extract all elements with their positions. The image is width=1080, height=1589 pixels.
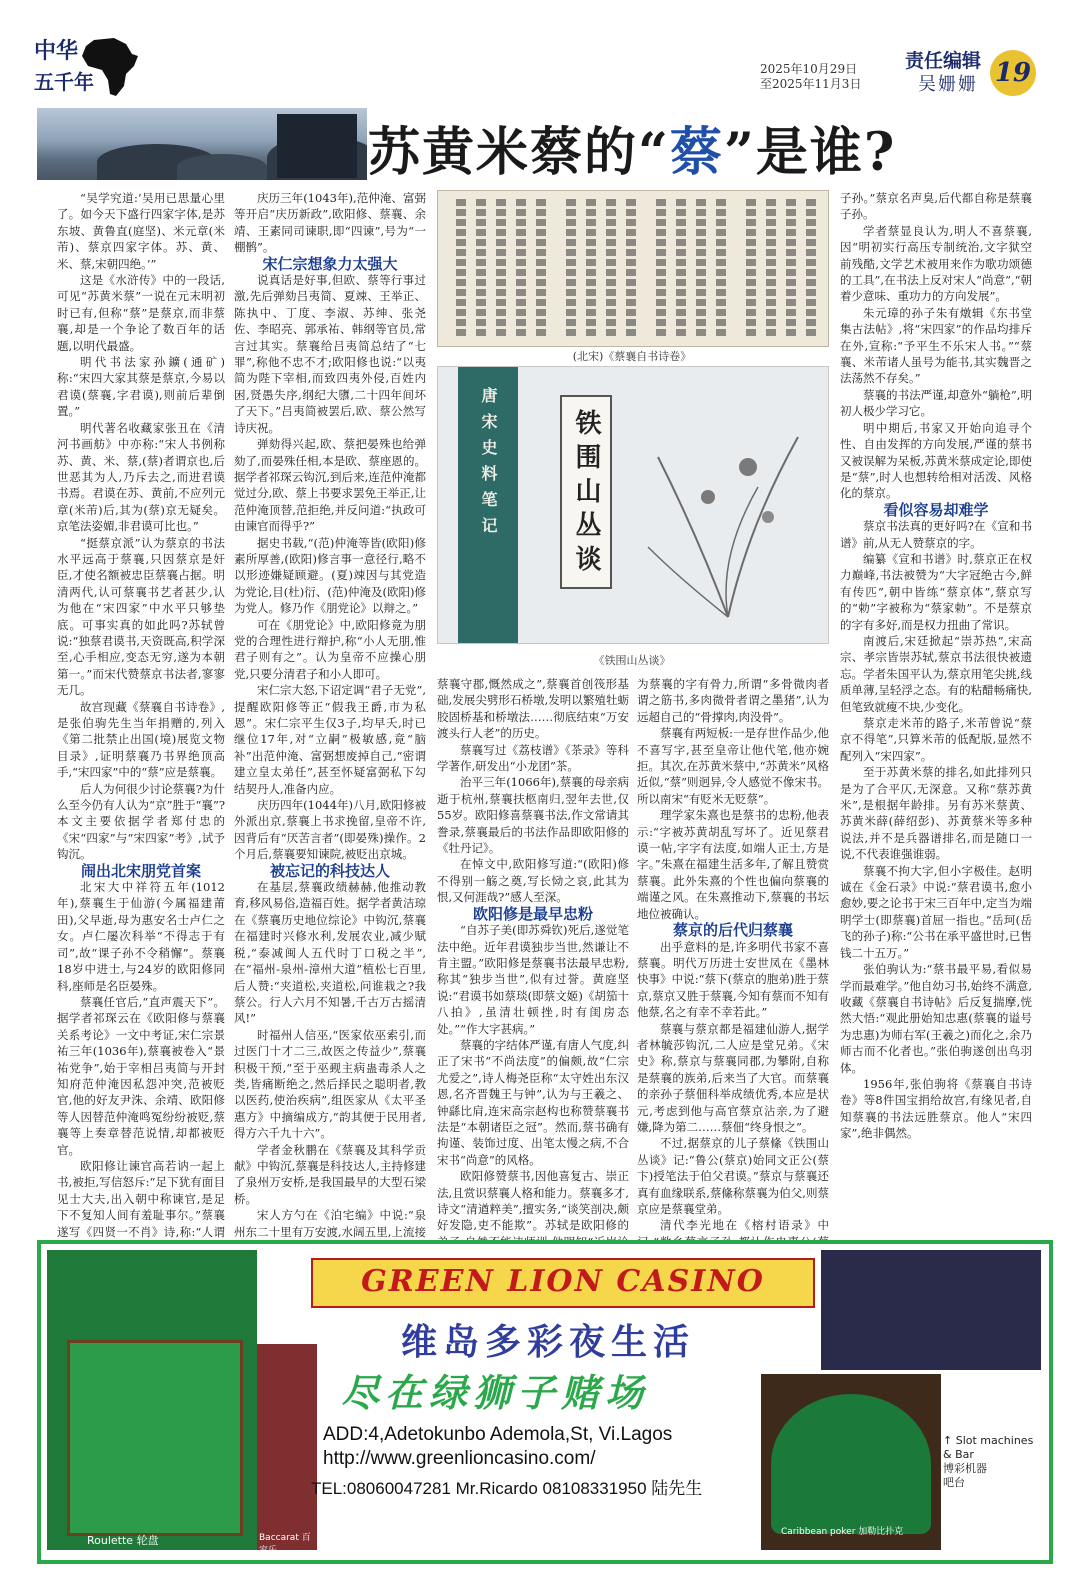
paragraph: 蔡京书法真的更好吗?在《宣和书谱》前,从无人赞蔡京的字。 [840,519,1032,550]
calligraphy-column [476,199,486,337]
paragraph: 在基层,蔡襄政绩赫赫,他推动教育,移风易俗,造福百姓。据学者黄洁琼在《蔡襄历史地位综论》中钩沉,蔡襄在福建时兴修水利,发展农业,减少赋税,“泰减闽人五代时丁口税之半”,在“福州-泉州-漳州大道”植松七百里,后人赞:“夹道松,夹道松,问谁栽之?我蔡公。行人六月不知暑,千古万古摇清风!” [234,880,426,1026]
calligraphy-column [566,199,576,337]
headline-part2: ”是谁? [723,122,897,183]
section-heading: 看似容易却难学 [883,500,989,519]
paragraph: 蔡襄写过《荔枝谱》《茶录》等科学著作,研发出“小龙团”茶。 [437,742,629,774]
paragraph: 这是《水浒传》中的一段话,可见“苏黄米蔡”一说在元末明初时已有,但称“蔡”是蔡京,而非蔡襄,却是一个争论了数百年的话题,以明代最盛。 [57,273,225,353]
paragraph: 明代著名收藏家张丑在《清河书画舫》中亦称:“宋人书例称苏、黄、米、蔡,(蔡)者谓京也,后世恶其为人,乃斥去之,而进君谟书焉。君谟在苏、黄前,不应列元章(米芾)后,其为(蔡)京无疑矣。京笔法姿媚,非君谟可比也。” [57,420,225,534]
roulette-label: Roulette 轮盘 [87,1534,159,1547]
section-subtitle: 五千年 [34,70,94,94]
issue-dates [760,62,861,92]
calligraphy-column [716,199,726,337]
paragraph: 可在《朋党论》中,欧阳修竟为朋党的合理性进行辩护,称“小人无朋,惟君子则有之”。认为皇帝不应操心朋党,只要分清君子和小人即可。 [234,617,426,681]
paragraph: 宋人方勺在《泊宅编》中说:“泉州东二十里有万安渡,水阔五里,上流接 [234,1208,426,1239]
book-title-text: 铁围山丛谈 [571,409,601,579]
paragraph: 编纂《宣和书谱》时,蔡京正在权力巅峰,书法被赞为“大字冠绝古今,鲜有传匹”,朝中皆练“蔡京体”,蔡京写的“勅”字被称为“蔡家勅”。不是蔡京的字有多好,而是权力扭曲了常识。 [840,551,1032,632]
book-spine [458,367,518,643]
ad-slogan-2: 尽在绿狮子赌场 [341,1371,650,1415]
paragraph: 欧阳修让谏官高若讷一起上书,被拒,写信怒斥:“足下犹有面目见士大夫,出入朝中称谏官,是足下不复知人间有羞耻事尔。”蔡襄遂写《四贤一不肖》诗,称:“人谓 [57,1158,225,1239]
paragraph: 后人为何很少讨论蔡襄?为什么至今仍有人认为“京”胜于“襄”?本文主要依据学者郑付忠的《宋“四家”与“宋四家”考》,试予钩沉。 [57,781,225,862]
paragraph: 学者金秋鹏在《蔡襄及其科学贡献》中钩沉,蔡襄是科技达人,主持修建了泉州万安桥,是我国最早的大型石梁桥。 [234,1142,426,1206]
date-start: 2025年10月29日 [760,62,858,76]
headline-part1: 苏黄米蔡的“ [368,122,670,183]
paragraph: 蔡襄任官后,“直声震天下”。据学者祁琛云在《欧阳修与蔡襄关系考论》一文中考证,宋仁宗景祐三年(1036年),蔡襄被卷入“景祐党争”,始于宰相吕夷简与开封知府范仲淹因私怨冲突,范被贬官,他的好友尹洙、余靖、欧阳修等人因替范仲淹鸣冤纷纷被贬,蔡襄等上奏章替范说情,却都被贬官。 [57,994,225,1157]
calligraphy-column [496,199,506,337]
calligraphy-column [586,199,596,337]
paragraph: 明中期后,书家又开始向追寻个性、自由发挥的方向发展,严谨的蔡书又被误解为呆板,苏黄米蔡成定论,即使是“蔡”,时人也想转给相对活泼、风格化的蔡京。 [840,420,1032,501]
section-heading: 蔡京的后代归蔡襄 [672,921,793,940]
calligraphy-column [456,199,466,337]
paragraph: 北宋大中祥符五年(1012年),蔡襄生于仙游(今属福建莆田),父早逝,母为惠安名士卢仁之女。卢仁屡次科举“不得志于有司”,故“课子孙不令稍懈”。蔡襄18岁中进士,与24岁的欧阳修同科,座师是名臣晏殊。 [57,880,225,993]
paragraph: 子孙。”蔡京名声臭,后代都自称是蔡襄子孙。 [840,191,1032,222]
calligraphy-column [806,199,816,337]
poker-table [771,1394,931,1534]
calligraphy-column [676,199,686,337]
calligraphy-column [766,199,776,337]
article-column-4 [637,676,829,1267]
section-heading: 闹出北宋朋党首案 [80,861,201,880]
section-heading: 被忘记的科技达人 [269,861,390,880]
calligraphy-scroll-image [437,190,829,347]
paragraph: 蔡京走米芾的路子,米芾曾说“蔡京不得笔”,只算米芾的低配版,显然不配列入“宋四家”。 [840,716,1032,763]
section-name: 中华 [34,39,79,64]
paragraph: 弹劾得兴起,欧、蔡把晏殊也给弹劾了,而晏殊任相,本是欧、蔡座恩的。据学者祁琛云钩沉,到后来,连范仲淹都觉过分,欧、蔡上书要求罢免王举正,让范仲淹顶替,范拒绝,并反问道:“执政可由谏官而得乎?” [234,437,426,534]
headline-banner-image [37,108,367,180]
paragraph: 不过,据蔡京的儿子蔡絛《铁围山丛谈》记:“鲁公(蔡京)始同文正公(蔡卞)授笔法于伯父君谟。”蔡京与蔡襄还真有血缘联系,蔡絛称蔡襄为伯父,则蔡京应是蔡襄堂弟。 [637,1136,829,1216]
section-heading: 宋仁宗想象力太强大 [262,254,398,273]
calligraphy-column [626,199,636,337]
paragraph: 故宫现藏《蔡襄自书诗卷》,是张伯驹先生当年捐赠的,列入《第二批禁止出国(境)展览文物目录》,证明蔡襄乃书界绝顶高手,“宋四家”中的“蔡”应是蔡襄。 [57,699,225,780]
paragraph: 在悼文中,欧阳修写道:“(欧阳)修不得别一觞之奠,写长恸之哀,此其为恨,又何涯哉?”感人至深。 [437,857,629,905]
paragraph: 蔡襄守郡,慨然成之”,蔡襄首创筏形基础,发展尖劈形石桥墩,发明以繁殖牡蛎胶固桥基和桥墩法……彻底结束“万安渡头行人老”的历史。 [437,677,629,741]
calligraphy-column [786,199,796,337]
paragraph: 理学家朱熹也是蔡书的忠粉,他表示:“字被苏黄胡乱写坏了。近见蔡君谟一帖,字字有法度,如端人正士,方是字。”朱熹在福建生活多年,了解且赞赏蔡襄。此外朱熹的个性也偏向蔡襄的端谨之风。在朱熹推动下,蔡襄的书坛地位被确认。 [637,808,829,921]
paragraph: 蔡襄的字结体严谨,有唐人气度,纠正了宋书“不尚法度”的偏颇,故“仁宗尤爱之”,诗人梅尧臣称“太守姓出东汉恩,名齐晋魏王与钟”,认为与王羲之、钟繇比肩,连宋高宗赵构也称赞蔡襄书法是“本朝诸臣之冠”。然而,蔡书确有拘谨、装饰过度、出笔太慢之病,不合宋书“尚意”的风格。 [437,1037,629,1167]
article-column-2 [234,190,426,1273]
paragraph: 张伯驹认为:“蔡书最平易,看似易学而最难学。”他自幼习书,始终不满意,收藏《蔡襄自书诗帖》后反复揣摩,恍然大悟:“观此册始知忠惠(蔡襄的谥号为忠惠)为师右军(王羲之)而化之,余乃师古而不化者也。”张伯驹遂创出鸟羽体。 [840,962,1032,1075]
slot-caption-line: ↑ Slot machines [943,1434,1034,1447]
calligraphy-column [656,199,666,337]
paragraph: “挺蔡京派”认为蔡京的书法水平远高于蔡襄,只因蔡京是奸臣,才使名额被忠臣蔡襄占据。明清两代,认可蔡襄书艺者甚少,认为他在“宋四家”中水平只够垫底。可事实真的如此吗?苏轼曾说:“独蔡君谟书,天资既高,积学深至,心手相应,变态无穷,遂为本朝第一。”而宋代赞蔡京书法者,寥寥无几。 [57,535,225,698]
paragraph: 时福州人信巫,“医家依巫索引,而过医门十才二三,故医之传益少”,蔡襄积极干预,“至于巫觋主病蛊毒杀人之类,皆痛断绝之,然后择民之聪明者,教以医药,使治疾病”,组医家从《太平圣惠方》中摘编成方,“韵其便于民用者,得方六千九十六”。 [234,1027,426,1141]
editor-label: 责任编辑 [905,50,982,72]
book-title-box [560,395,612,589]
paragraph: 明代书法家孙鑛(通矿)称:“宋四大家其蔡是蔡京,今易以君谟(蔡襄,字君谟),则前后辈倒置。” [57,355,225,419]
baccarat-label: Baccarat 百家乐 [259,1533,311,1556]
roulette-table [67,1340,243,1536]
calligraphy-column [696,199,706,337]
article-column-3 [437,676,629,1267]
poker-photo [761,1374,941,1550]
slot-machine-caption [943,1434,1033,1490]
calligraphy-column [606,199,616,337]
article-column-5 [840,190,1032,1142]
paragraph: 蔡襄的书法严谨,却意外“躺枪”,明初人极少学习它。 [840,387,1032,419]
paragraph: 宋仁宗大怒,下诏定调“君子无党”,提醒欧阳修等正“假我王爵,市为私恩”。宋仁宗平生仅3子,均早夭,时已继位17年,对“立嗣”极敏感,竟“脑补”出范仲淹、富弼想废掉自己,“密谓建立皇太弟任”,甚至怀疑富弼私下勾结契丹人,准备内应。 [234,683,426,796]
page-headline [368,110,896,185]
paragraph: 蔡襄不拘大字,但小字极佳。赵明诚在《金石录》中说:“蔡君谟书,愈小愈妙,要之论书于宋三百年中,定当为端明学士(即蔡襄)首屈一指也。”岳珂(岳飞的孙子)称:“公书在承平盛世时,已售钱二十五万。” [840,863,1032,960]
calligraphy-column [746,199,756,337]
paragraph: 蔡襄有两短板:一是存世作品少,他不喜写字,甚至皇帝让他代笔,他亦婉拒。其次,在苏黄米蔡中,“苏黄米”风格近似,“蔡”则迥异,令人感觉不像宋书。所以南宋“有贬米无贬蔡”。 [637,726,829,806]
casino-advertisement [37,1240,1053,1564]
paragraph: 为蔡襄的字有骨力,所谓“多骨微肉者谓之筋书,多肉微骨者谓之墨猪”,认为远超自己的“骨撑肉,肉没骨”。 [637,677,829,724]
paragraph: 说真话是好事,但欧、蔡等行事过激,先后弹劾吕夷简、夏竦、王举正、陈执中、丁度、李淑、苏绅、张尧佐、李昭亮、郭承祐、韩纲等官员,常言过其实。蔡襄给吕夷简总结了“七罪”,称他不忠不才;欧阳修也说:“以夷简为陛下宰相,而致四夷外侵,百姓内困,贤愚失序,纲纪大隳,二十四年间坏了天下。”吕夷简被罢后,欧、蔡公然写诗庆祝。 [234,273,426,435]
slot-caption-line: 博彩机器 [943,1462,987,1475]
calligraphy-column [536,199,546,337]
ad-address: ADD:4,Adetokunbo Ademola,St, Vi.Lagos [323,1424,673,1445]
africa-map-icon [80,36,140,98]
date-end: 至2025年11月3日 [760,77,862,91]
orchid-painting-icon [638,397,818,627]
paragraph: 出乎意料的是,许多明代书家不喜蔡襄。明代万历进士安世凤在《墨林快事》中说:“蔡下(蔡京的胞弟)胜于蔡京,蔡京又胜于蔡襄,今知有蔡而不知有他蔡,名之有幸不幸若此。” [637,939,829,1020]
paragraph: 庆历四年(1044年)八月,欧阳修被外派出京,蔡襄上书求挽留,皇帝不许,因背后有“厌苦言者”(即晏殊)操作。2个月后,蔡襄要知谏院,被贬出京城。 [234,798,426,862]
page-number: 19 [990,50,1036,96]
book-spine-text: 唐宋史料笔记 [479,387,498,543]
section-heading: 欧阳修是最早忠粉 [472,904,593,923]
paragraph: 南渡后,宋廷掀起“崇苏热”,宋高宗、孝宗皆崇苏轼,蔡京书法很快被遗忘。学者朱国平认为,蔡京用笔尖挑,线质单薄,呈轻浮之态。有的粘醋畅痛快,但笔致就瘦不块,少变化。 [840,633,1032,714]
ad-website-link[interactable]: http://www.greenlioncasino.com/ [323,1448,596,1469]
book-caption: 《铁围山丛谈》 [593,654,671,667]
slot-caption-line: & Bar [943,1448,974,1461]
mountain-shape [177,154,267,180]
paragraph: 1956年,张伯驹将《蔡襄自书诗卷》等8件国宝捐给故宫,有缘见者,自知蔡襄的书法远胜蔡京。他人“宋四家”,绝非偶然。 [840,1076,1032,1141]
calligraphy-column [516,199,526,337]
paragraph: 据史书载,“(范)仲淹等皆(欧阳)修素所厚善,(欧阳)修言事一意径行,略不以形迹嫌疑顾避。(夏)竦因与其党造为党论,目(杜)衍、(范)仲淹及(欧阳)修为党人。修乃作《朋党论》以辩之。” [234,535,426,616]
ad-slogan-1: 维岛多彩夜生活 [401,1322,696,1363]
paragraph: 朱元璋的孙子朱有燉辑《东书堂集古法帖》,将“宋四家”的作品均排斥在外,宣称:“予平生不乐宋人书。”“蔡襄、米芾诸人虽号为能书,其实魏晋之法荡然不存矣。” [840,305,1032,386]
slot-caption-line: 吧台 [943,1476,965,1489]
paragraph: 至于苏黄米蔡的排名,如此排列只是为了合平仄,无深意。又称“蔡苏黄米”,是根据年龄排。另有苏米蔡黄、苏黄米薛(薛绍彭)、苏黄蔡米等多种说法,并不是兵器谱排名,而是随口一说,不代表谁强谁弱。 [840,765,1032,862]
poker-label: Caribbean poker 加勒比扑克 [781,1527,904,1537]
pavilion-silhouette [277,114,357,178]
book-cover-image [437,366,829,644]
casino-title: GREEN LION CASINO [311,1258,815,1308]
calligraphy-caption: (北宋)《蔡襄自书诗卷》 [572,350,692,363]
paragraph: 蔡襄与蔡京都是福建仙游人,据学者林毓莎钩沉,二人应是堂兄弟。《宋史》称,蔡京与蔡襄同郡,为攀附,自称是蔡襄的族弟,后来当了大官。而蔡襄的亲孙子蔡佃科举成绩优秀,本应是状元,考虑到他与高官蔡京沾亲,为了避嫌,降为第二……蔡佃“终身恨之”。 [637,1021,829,1134]
paragraph: “自苏子美(即苏舜钦)死后,遂觉笔法中绝。近年君谟独步当世,然谦让不肯主盟。”欧阳修是蔡襄书法最早忠粉,称其“独步当世”,似有过誉。黄庭坚说:“君谟书如蔡琰(即蔡文姬)《胡笳十八拍》,虽清壮顿挫,时有闺房态处。”“作大字甚病。” [437,923,629,1036]
ad-telephone: TEL:08060047281 Mr.Ricardo 08108331950 陆先生 [311,1479,703,1498]
paragraph: 清代李光地在《榕村语录》中 [660,1218,829,1233]
paragraph: 庆历三年(1043年),范仲淹、富弼等开启“庆历新政”,欧阳修、蔡襄、余靖、王素同司谏职,即“四谏”,号为“一棚鹘”。 [234,191,426,255]
paragraph: “吴学究道:‘吴用已思量心里了。如今天下盛行四家字体,是苏东坡、黄鲁直(庭坚)、米元章(米芾)、蔡京四家字体。苏、黄、米、蔡,宋朝四绝。’” [57,191,225,271]
casino-photo-left [47,1250,257,1550]
editor-name: 吴姗姗 [918,74,978,95]
paragraph: 学者蔡显良认为,明人不喜蔡襄,因“明初实行高压专制统治,文字狱空前残酷,文学艺术被用来作为歌功颂德的工具”,在书法上反对宋人“尚意”,“朝着少意味、重功力的方向发展”。 [840,223,1032,304]
headline-highlight: 蔡 [669,122,724,183]
page-header [0,0,1080,100]
paragraph: 欧阳修赞蔡书,因他喜复古、崇正法,且赏识蔡襄人格和能力。蔡襄多才,诗文“清遒粹美”,擅实务,“谈笑剖决,颇好发隐,吏不能欺”。苏轼是欧阳修的 [437,1169,629,1233]
baccarat-photo [257,1344,317,1556]
slot-machines-photo [821,1250,1041,1370]
paragraph: 治平三年(1066年),蔡襄的母亲病逝于杭州,蔡襄扶柩南归,翌年去世,仅55岁。欧阳修喜蔡襄书法,作文常请其誊录,蔡襄最后的书法作品即欧阳修的《牡丹记》。 [437,775,629,856]
